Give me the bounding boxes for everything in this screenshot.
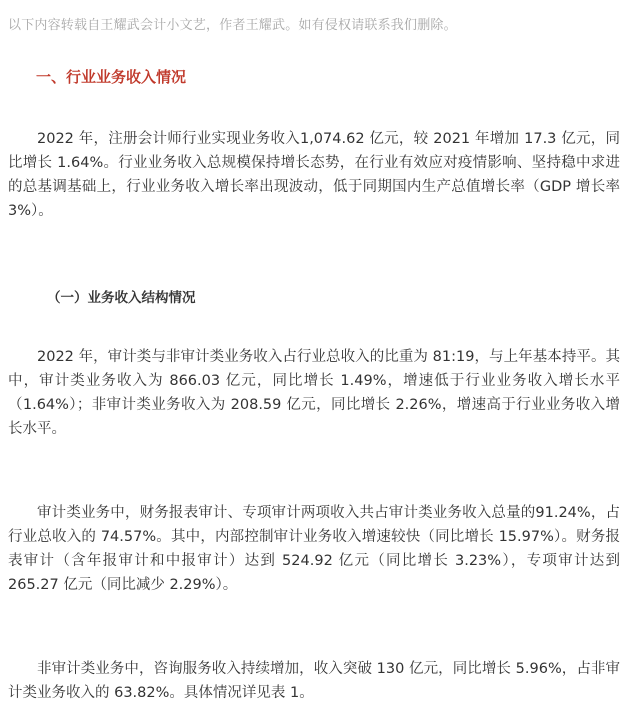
paragraph-audit-business: 审计类业务中，财务报表审计、专项审计两项收入共占审计类业务收入总量的91.24%，占行业总收入的 74.57%。其中，内部控制审计业务收入增速较快（同比增长 15.97%）。财务报表审计（含年报审计和中报审计）达到 524.92 亿元（同比增长 3.23%），专项审计达到 265.27 亿元（同比减少 2.29%）。 bbox=[8, 505, 620, 593]
paragraph-nonaudit-business: 非审计类业务中，咨询服务收入持续增加，收入突破 130 亿元，同比增长 5.96%，占非审计类业务收入的 63.82%。具体情况详见表 1。 bbox=[8, 661, 620, 701]
subsection-heading-revenue-structure: （一）业务收入结构情况 bbox=[47, 290, 196, 306]
paragraph-audit-vs-nonaudit: 2022 年，审计类与非审计类业务收入占行业总收入的比重为 81:19，与上年基本持平。其中，审计类业务收入为 866.03 亿元，同比增长 1.49%，增速低于行业业务收入增长水平（1.64%）；非审计类业务收入为 208.59 亿元，同比增长 2.26%，增速高于行业业务收入增长水平。 bbox=[8, 349, 620, 437]
section-heading-industry-revenue: 一、行业业务收入情况 bbox=[36, 68, 187, 86]
repost-notice: 以下内容转载自王耀武会计小文艺，作者王耀武。如有侵权请联系我们删除。 bbox=[8, 18, 457, 33]
paragraph-revenue-overview: 2022 年，注册会计师行业实现业务收入1,074.62 亿元，较 2021 年增加 17.3 亿元，同比增长 1.64%。行业业务收入总规模保持增长态势，在行业有效应对疫情影响、坚持稳中求进的总基调基础上，行业业务收入增长率出现波动，低于同期国内生产总值增长率（GDP 增长率 3%）。 bbox=[8, 131, 620, 219]
